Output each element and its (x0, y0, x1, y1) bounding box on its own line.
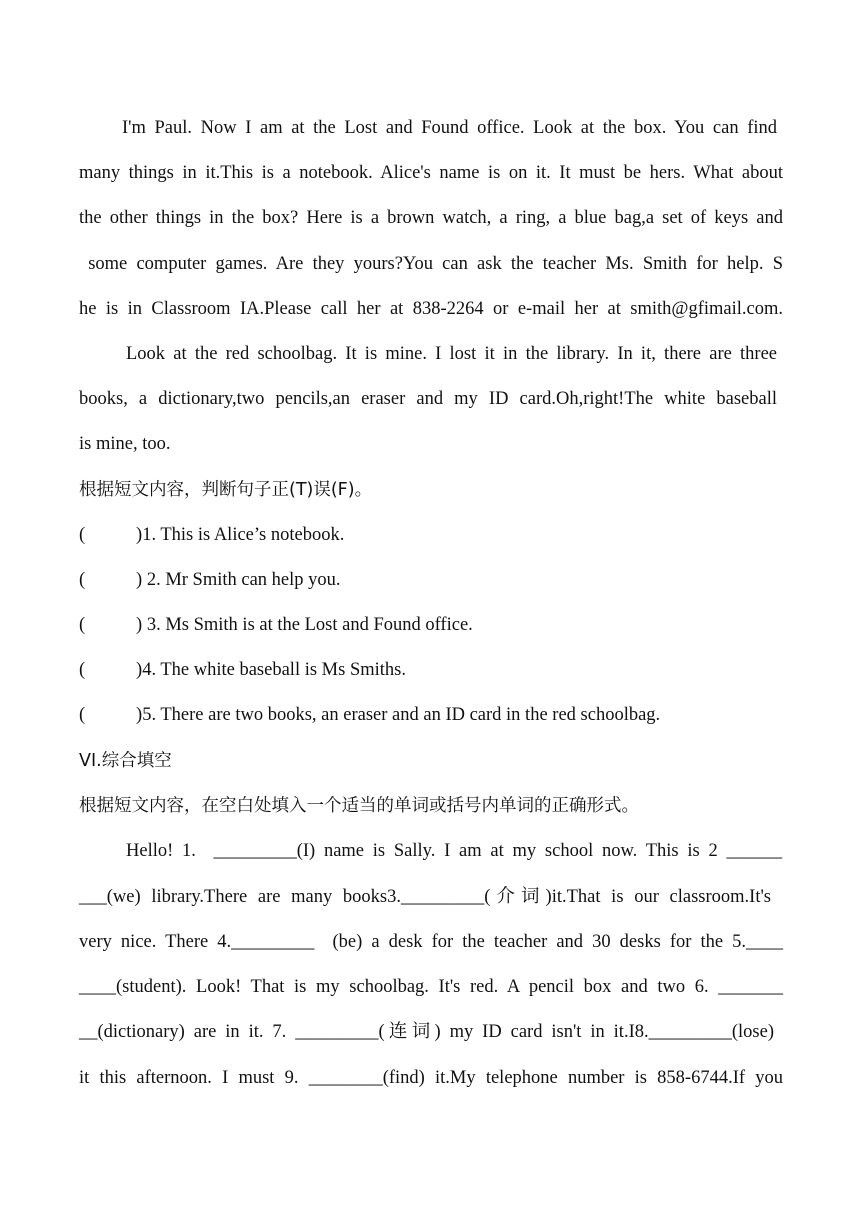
passage2-line-3: very nice. There 4._________ (be) a desk for the teacher and 30 desks for the 5.____ (79, 932, 783, 952)
tf-item-1: ( )1. This is Alice’s notebook. (79, 525, 345, 545)
passage2-line-4: ____(student). Look! That is my schoolbag. It's red. A pencil box and two 6. _______ (79, 977, 783, 997)
passage1-line-8: is mine, too. (79, 434, 171, 454)
tf-item-3: ( ) 3. Ms Smith is at the Lost and Found office. (79, 615, 473, 635)
tf-item-5: ( )5. There are two books, an eraser and an ID card in the red schoolbag. (79, 705, 661, 725)
passage1-line-2: many things in it.This is a notebook. Alice's name is on it. It must be hers. What about (79, 163, 783, 183)
passage2-line-6: it this afternoon. I must 9. ________(find) it.My telephone number is 858-6744.If you (79, 1068, 783, 1088)
passage1-line-7: books, a dictionary,two pencils,an eraser and my ID card.Oh,right!The white baseball (79, 389, 777, 409)
tf-item-2: ( ) 2. Mr Smith can help you. (79, 570, 341, 590)
passage1-line-1: I'm Paul. Now I am at the Lost and Found office. Look at the box. You can find (122, 118, 777, 138)
section-vi-heading: VI.综合填空 (79, 751, 172, 771)
passage1-line-5: he is in Classroom IA.Please call her at 838-2264 or e-mail her at smith@gfimail.com. (79, 299, 783, 319)
tf-instruction: 根据短文内容，判断句子正(T)误(F)。 (79, 480, 373, 500)
passage1-line-3: the other things in the box? Here is a brown watch, a ring, a blue bag,a set of keys and (79, 208, 783, 228)
passage2-line-2: ___(we) library.There are many books3._________(介词)it.That is our classroom.It's (79, 887, 771, 907)
passage2-line-5: __(dictionary) are in it. 7. _________(连词) my ID card isn't in it.I8._________(lose) (79, 1022, 774, 1042)
section-vi-instruction: 根据短文内容，在空白处填入一个适当的单词或括号内单词的正确形式。 (79, 796, 639, 816)
tf-item-4: ( )4. The white baseball is Ms Smiths. (79, 660, 406, 680)
passage1-line-4: some computer games. Are they yours?You can ask the teacher Ms. Smith for help. S (79, 254, 783, 274)
passage1-line-6: Look at the red schoolbag. It is mine. I lost it in the library. In it, there are three (126, 344, 777, 364)
passage2-line-1: Hello! 1. _________(I) name is Sally. I am at my school now. This is 2 ______ (126, 841, 782, 861)
